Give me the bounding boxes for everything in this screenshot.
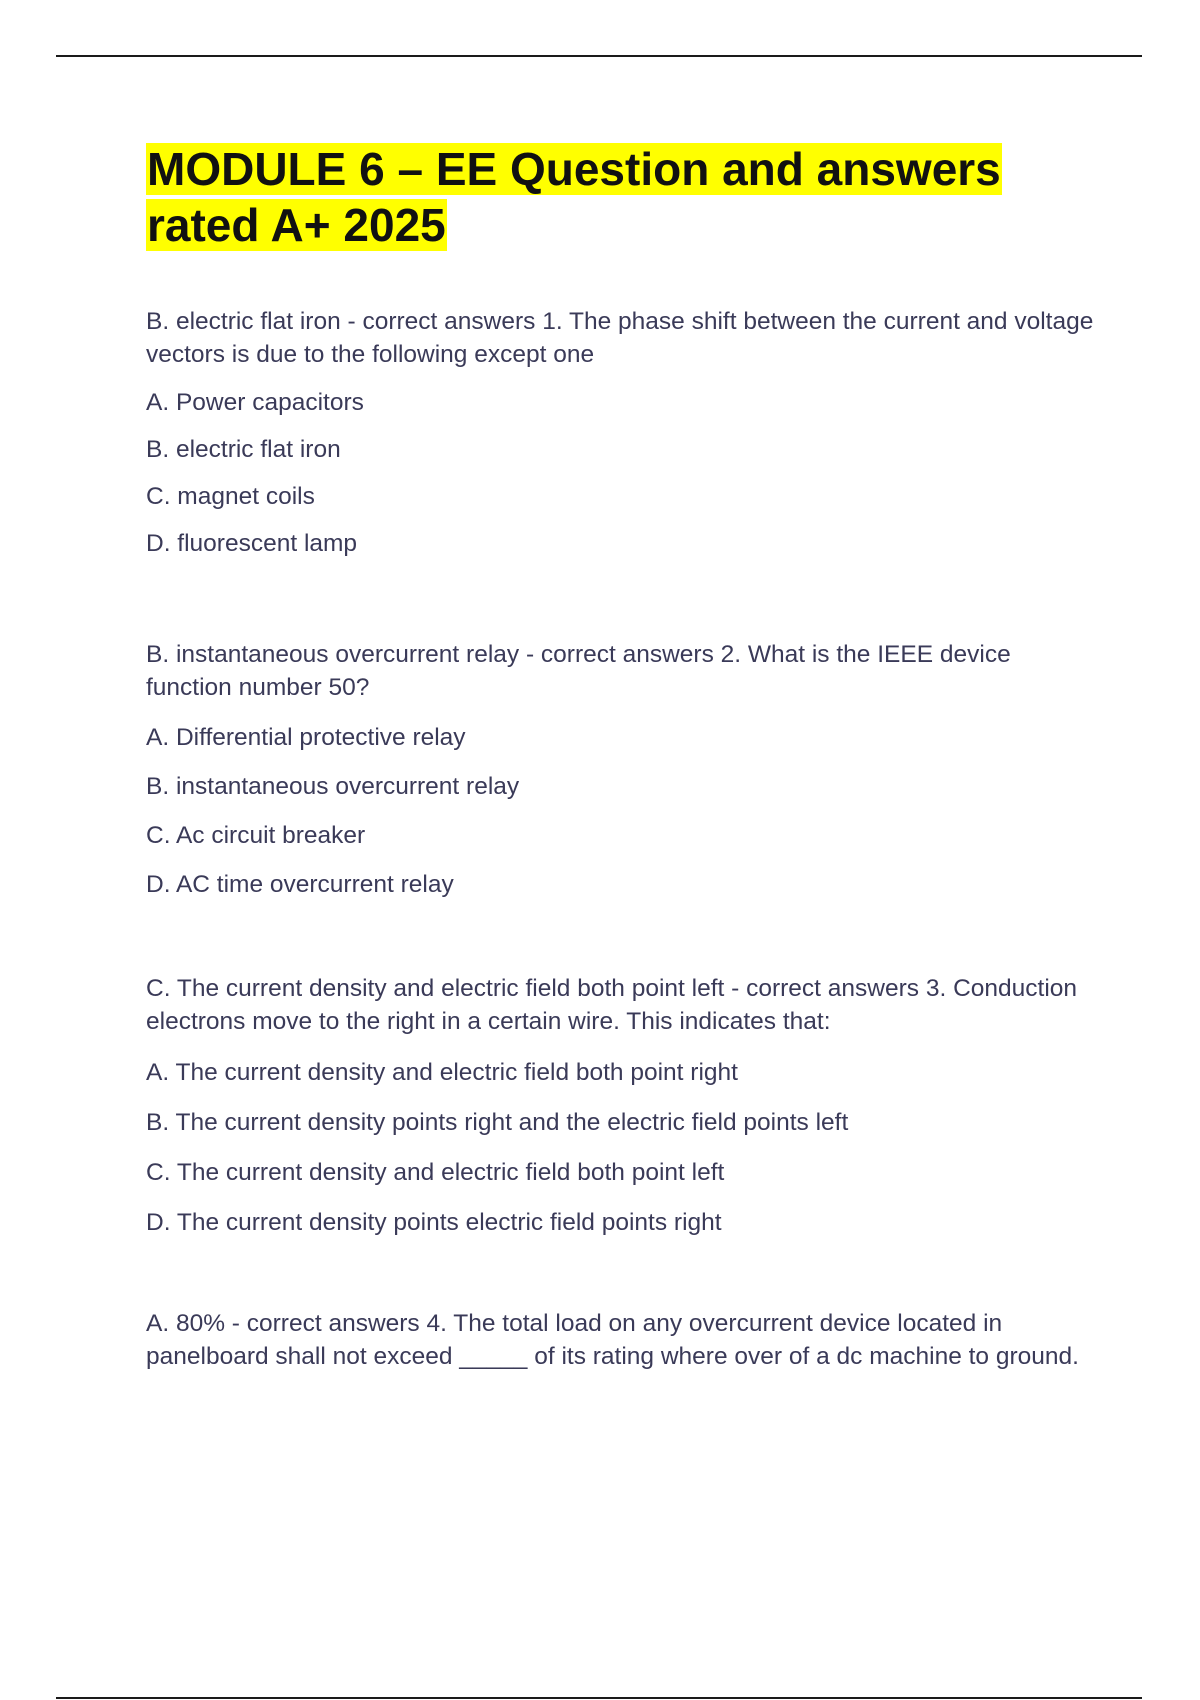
question-stem: B. electric flat iron - correct answers 1. The phase shift between the current and voltage vectors is due to the following except one [146,308,1094,368]
title-highlight-line-1: MODULE 6 – EE Question and answers [147,143,1001,195]
option-a: A. The current density and electric field both point right [146,1059,738,1086]
option-c: C. The current density and electric field both point left [146,1159,725,1186]
option-b: B. instantaneous overcurrent relay [146,773,520,800]
option-d: D. fluorescent lamp [146,530,358,557]
option-b: B. electric flat iron [146,436,341,463]
question-stem: B. instantaneous overcurrent relay - correct answers 2. What is the IEEE device function number 50? [146,641,1011,701]
question-block-2 [146,638,1096,900]
option-d: D. The current density points electric field points right [146,1209,722,1236]
option-a: A. Differential protective relay [146,724,466,751]
page-title [146,141,1106,253]
option-b: B. The current density points right and the electric field points left [146,1109,849,1136]
option-c: C. Ac circuit breaker [146,822,366,849]
question-stem: C. The current density and electric field both point left - correct answers 3. Conduction electrons move to the right in a certain wire. This indicates that: [146,975,1078,1035]
question-block-3 [146,972,1096,1238]
top-rule [56,55,1142,57]
bottom-rule [56,1697,1142,1699]
title-highlight-line-2: rated A+ 2025 [147,199,446,251]
option-d: D. AC time overcurrent relay [146,871,454,898]
question-stem: A. 80% - correct answers 4. The total load on any overcurrent device located in panelboard shall not exceed _____ of its rating where over of a dc machine to ground. [146,1310,1079,1370]
option-c: C. magnet coils [146,483,315,510]
question-block-1 [146,305,1096,559]
question-block-4 [146,1307,1096,1373]
option-a: A. Power capacitors [146,389,364,416]
